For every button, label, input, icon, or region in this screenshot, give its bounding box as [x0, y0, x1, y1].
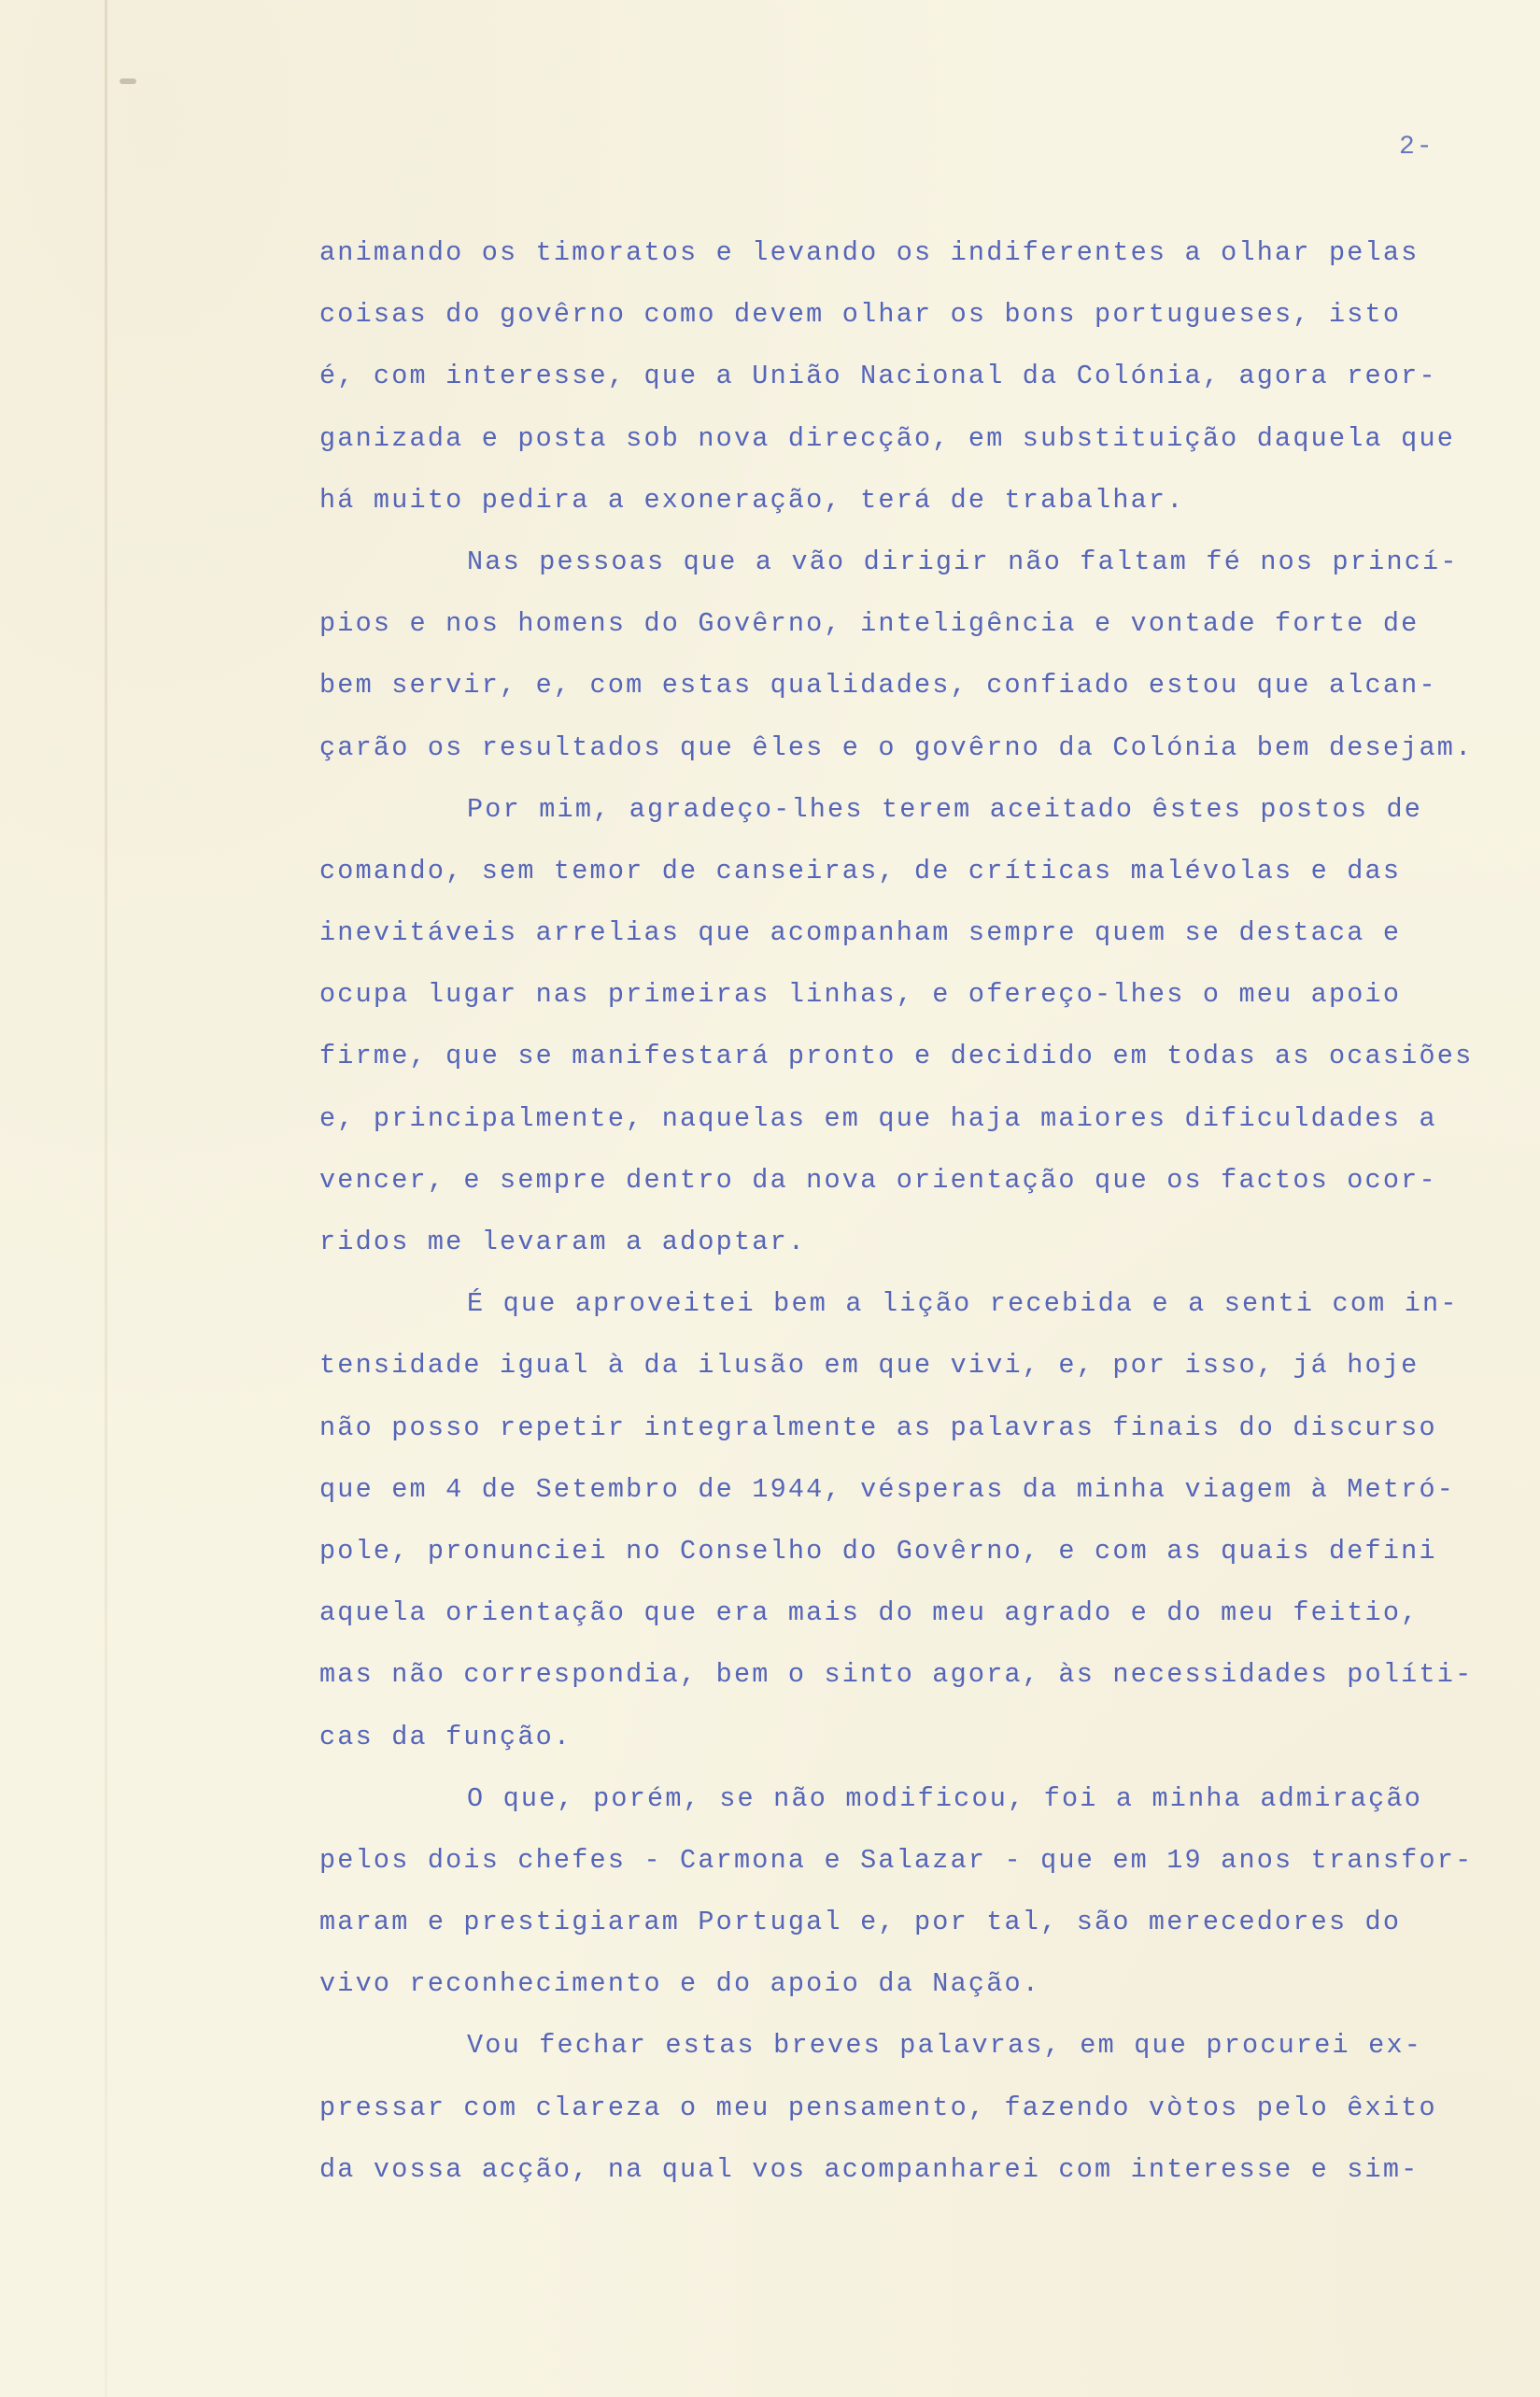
text-line: animando os timoratos e levando os indiferentes a olhar pelas [319, 237, 1420, 268]
text-line: çarão os resultados que êles e o govêrno da Colónia bem desejam. [319, 731, 1474, 763]
text-line: coisas do govêrno como devem olhar os bons portugueses, isto [319, 299, 1402, 331]
text-line: vivo reconhecimento e do apoio da Nação. [319, 1968, 1041, 2000]
paragraph-first-line: Nas pessoas que a vão dirigir não faltam fé nos princí- [467, 546, 1459, 577]
typed-letter-body [319, 222, 1510, 2201]
ink-smudge [120, 78, 136, 84]
text-line: pelos dois chefes - Carmona e Salazar - que em 19 anos transfor- [319, 1844, 1474, 1876]
page-number: 2- [1399, 133, 1434, 162]
text-line: mas não correspondia, bem o sinto agora, às necessidades políti- [319, 1659, 1474, 1691]
text-line: tensidade igual à da ilusão em que vivi, e, por isso, já hoje [319, 1350, 1420, 1382]
text-line: e, principalmente, naquelas em que haja maiores dificuldades a [319, 1102, 1437, 1134]
text-line: há muito pedira a exoneração, terá de trabalhar. [319, 484, 1185, 516]
text-line: comando, sem temor de canseiras, de críticas malévolas e das [319, 855, 1402, 886]
paragraph-first-line: Por mim, agradeço-lhes terem aceitado êstes postos de [467, 793, 1423, 825]
text-line: ganizada e posta sob nova direcção, em substituição daquela que [319, 422, 1456, 454]
text-line: que em 4 de Setembro de 1944, vésperas da minha viagem à Metró- [319, 1473, 1456, 1505]
paper-fold-mark [105, 0, 107, 2397]
text-line: maram e prestigiaram Portugal e, por tal, são merecedores do [319, 1907, 1402, 1938]
text-line: pole, pronunciei no Conselho do Govêrno, e com as quais defini [319, 1535, 1437, 1567]
paragraph-first-line: O que, porém, se não modificou, foi a minha admiração [467, 1782, 1423, 1814]
text-line: ridos me levaram a adoptar. [319, 1227, 807, 1257]
text-line: pressar com clareza o meu pensamento, fazendo vòtos pelo êxito [319, 2092, 1437, 2123]
text-line: não posso repetir integralmente as palavras finais do discurso [319, 1411, 1437, 1443]
paragraph-first-line: É que aproveitei bem a lição recebida e a senti com in- [467, 1288, 1459, 1320]
text-line: ocupa lugar nas primeiras linhas, e ofereço-lhes o meu apoio [319, 979, 1402, 1011]
text-line: cas da função. [319, 1721, 572, 1752]
text-line: inevitáveis arrelias que acompanham sempre quem se destaca e [319, 917, 1402, 949]
text-line: pios e nos homens do Govêrno, inteligência e vontade forte de [319, 608, 1420, 640]
text-line: vencer, e sempre dentro da nova orientação que os factos ocor- [319, 1164, 1437, 1196]
paragraph-first-line: Vou fechar estas breves palavras, em que procurei ex- [467, 2030, 1423, 2062]
text-line: é, com interesse, que a União Nacional da Colónia, agora reor- [319, 361, 1437, 392]
text-line: da vossa acção, na qual vos acompanharei com interesse e sim- [319, 2153, 1420, 2185]
text-line: firme, que se manifestará pronto e decidido em todas as ocasiões [319, 1041, 1474, 1072]
text-line: aquela orientação que era mais do meu agrado e do meu feitio, [319, 1597, 1420, 1629]
text-line: bem servir, e, com estas qualidades, confiado estou que alcan- [319, 670, 1437, 702]
